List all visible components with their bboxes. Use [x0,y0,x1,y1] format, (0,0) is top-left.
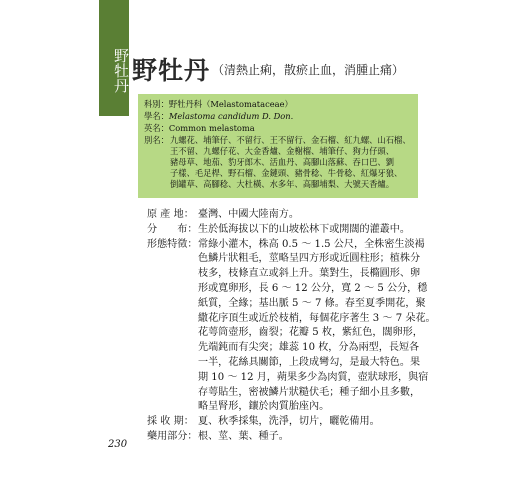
morphology-line: 花萼筒壺形，齒裂；花瓣 5 枚，紫紅色，闊卵形， [198,327,423,339]
description-body [147,208,436,445]
plant-name: 野牡丹 [132,56,211,85]
alias-line: 王不留、九螺仔花、大金香爐、金榭榴、埔筆仔、狗力仔頭、 [170,146,395,156]
medicinal-parts-label: 藥用部分： [147,430,198,442]
medicinal-parts-text: 根、莖、葉、種子。 [198,430,289,442]
english-name-row [144,123,412,134]
morphology-line: 一半，花絲具關節，上段成彎勾，是最大特色。果 [198,356,421,368]
morphology-line: 枝多，枝條直立或斜上升。葉對生，長橢圓形、卵 [198,268,421,280]
origin-label: 原 產 地： [147,209,194,220]
distribution-text: 生於低海拔以下的山坡松林下或開闊的灌叢中。 [198,223,410,235]
scientific-name-row [144,111,412,122]
alias-list [170,135,412,190]
family-label: 科別： [144,99,169,109]
chapter-side-tab [99,0,129,116]
scientific-name-value: Melastoma candidum D. Don. [168,111,294,121]
page-number: 230 [108,439,128,450]
alias-line: 九螺花、埔筆仔、不留行、王不留行、金石榴、紅九螺、山石榴、 [170,135,411,145]
morphology-line: 常綠小灌木，株高 0.5 ～ 1.5 公尺，全株密生淡褐 [198,238,425,250]
morphology-label: 形態特徵： [147,238,198,250]
scientific-name-label: 學名： [144,111,169,121]
alias-line: 子樣、毛足桿、野石榴、金鏈頭、豬骨稔、牛骨稔、紅爆牙狼、 [170,168,403,178]
alias-row [144,135,412,190]
english-name-label: 英名： [144,123,169,133]
distribution-label: 分 布： [147,223,198,235]
origin-field [147,208,407,223]
morphology-line: 期 10 ～ 12 月，蒴果多少為肉質，壺狀球形，與宿 [198,371,429,383]
morphology-line: 存萼貼生，密被鱗片狀糙伏毛；種子細小且多數， [198,386,421,398]
morphology-line: 繖花序頂生或近於枝梢，每個花序著生 3 ～ 7 朵花。 [198,312,436,324]
morphology-field [147,238,436,416]
alias-label: 別名： [144,135,169,145]
family-value: 野牡丹科（Melastomataceae） [168,99,293,109]
morphology-line: 紙質，全緣；基出脈 5 ～ 7 條。春至夏季開花，聚 [198,297,426,309]
morphology-line: 略呈腎形，鑲於肉質胎座內。 [198,401,330,413]
distribution-field [147,223,410,238]
harvest-label: 採 收 期： [147,416,194,428]
medicinal-parts-field [147,430,407,445]
alias-line: 倒罐草、高腳稔、大杜橫、水多年、高腳埔梨、大號天香爐。 [170,179,395,189]
taxonomy-info-box [138,94,418,198]
origin-text: 臺灣、中國大陸南方。 [198,209,299,220]
alias-line: 豬母草、地茄、豹牙郎木、活血丹、高腳山落蘇、吞口巴、劉 [170,157,395,167]
entry-title [132,51,404,87]
morphology-line: 色鱗片狀粗毛，莖略呈四方形或近圓柱形；植株分 [198,253,421,265]
morphology-line: 形或寬卵形，長 6 ～ 12 公分，寬 2 ～ 5 公分，穩 [198,282,428,294]
harvest-field [147,415,407,430]
side-tab-text: 野牡丹 [112,48,130,93]
morphology-line: 先端鈍而有尖突；雄蕊 10 枚，分為兩型，長短各 [198,342,420,354]
harvest-text: 夏、秋季採集，洗淨，切片，曬乾備用。 [198,416,380,428]
family-row [144,99,412,110]
english-name-value: Common melastoma [168,123,255,133]
plant-efficacy-subtitle: （清熱止痢，散瘀止血，消腫止痛） [212,62,405,77]
